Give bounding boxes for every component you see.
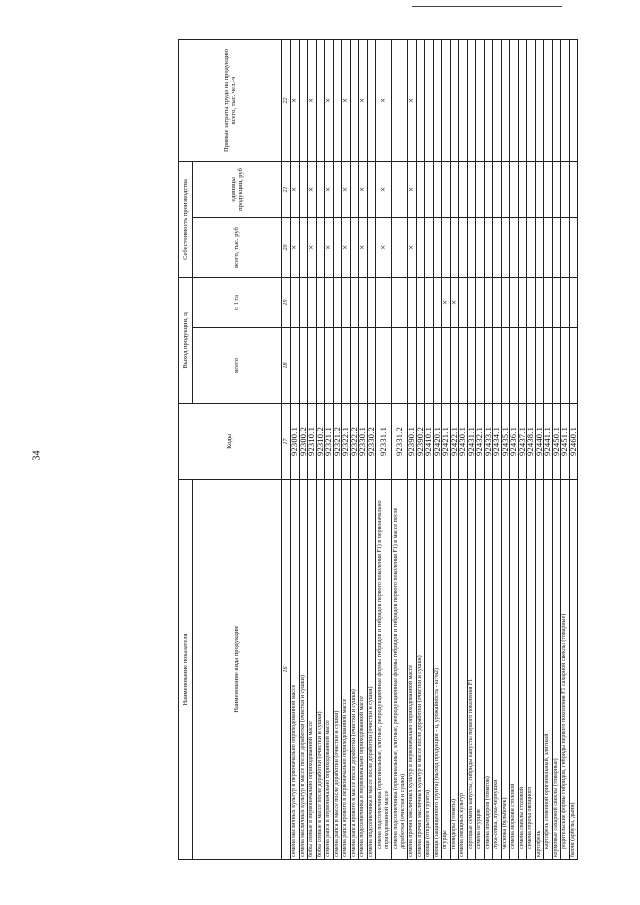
cell-total xyxy=(333,327,342,403)
cell-per-ha xyxy=(501,277,510,327)
cell-per-ha xyxy=(408,277,417,327)
cell-cost-total: × xyxy=(408,217,417,277)
cell-labor xyxy=(544,39,553,161)
cell-total xyxy=(493,327,502,403)
cell-name: семена рапса в массе после доработки (очистки и сушки) xyxy=(333,479,342,859)
cell-labor: × xyxy=(342,39,351,161)
cell-code: 92331.1 xyxy=(376,403,392,479)
cell-per-ha: × xyxy=(450,277,459,327)
cell-per-ha xyxy=(367,277,376,327)
cell-cost-unit: × xyxy=(359,161,368,217)
cell-total xyxy=(552,327,561,403)
cell-total xyxy=(518,327,527,403)
cell-labor xyxy=(518,39,527,161)
cell-cost-total xyxy=(459,217,468,277)
cell-total xyxy=(459,327,468,403)
cell-code: 92310.1 xyxy=(308,403,317,479)
table-row xyxy=(569,39,578,859)
cell-name: семена огурцов xyxy=(476,479,485,859)
cell-cost-unit xyxy=(416,161,425,217)
cell-cost-unit xyxy=(527,161,536,217)
cell-cost-unit xyxy=(442,161,451,217)
cell-total xyxy=(561,327,570,403)
cell-total xyxy=(527,327,536,403)
cell-per-ha xyxy=(552,277,561,327)
cell-cost-unit: × xyxy=(408,161,417,217)
cell-per-ha xyxy=(316,277,325,327)
cell-name: семена подсолнечника в первоначально оприходованной массе xyxy=(359,479,368,859)
cell-name: семена прочих масличных культур в первоначально оприходованной массе xyxy=(408,479,417,859)
cell-name: помидоры (томаты) xyxy=(450,479,459,859)
header-index-cost-unit: 21 xyxy=(282,161,291,217)
cell-name: семена рапса в первоначально оприходованной массе xyxy=(325,479,334,859)
cell-name: семена подсолнечника в массе после доработки (очистки и сушки) xyxy=(367,479,376,859)
cell-cost-unit xyxy=(459,161,468,217)
cell-total xyxy=(316,327,325,403)
cell-code: 92310.2 xyxy=(316,403,325,479)
header-total: всего xyxy=(193,327,282,403)
cell-code: 92435.1 xyxy=(501,403,510,479)
cell-cost-total xyxy=(501,217,510,277)
cell-code: 92322.2 xyxy=(350,403,359,479)
cell-per-ha xyxy=(333,277,342,327)
cell-name: овощи (открытого грунта) xyxy=(425,479,434,859)
page-number: 34 xyxy=(31,450,43,461)
cell-cost-total: × xyxy=(325,217,334,277)
cell-name: чеснока (бульбочек) xyxy=(501,479,510,859)
cell-cost-total xyxy=(484,217,493,277)
cell-cost-total: × xyxy=(291,217,300,277)
cell-cost-unit xyxy=(561,161,570,217)
header-per-ha: с 1 га xyxy=(193,277,282,327)
cell-total xyxy=(544,327,553,403)
cell-total xyxy=(467,327,476,403)
cell-name: овощи (защищенного грунта) (выход продукции - ц, урожайность - кг/м2) xyxy=(433,479,442,859)
cell-cost-total xyxy=(442,217,451,277)
cell-name: лука-севка, лука-чернушки xyxy=(493,479,502,859)
header-cost-unit: единицы продукции, руб xyxy=(193,161,282,217)
cell-labor xyxy=(416,39,425,161)
cell-cost-unit xyxy=(510,161,519,217)
cell-code: 92432.1 xyxy=(476,403,485,479)
cell-cost-total xyxy=(569,217,578,277)
cell-name: семена прочих масличных культур в массе после доработки (очистки и сушки) xyxy=(416,479,425,859)
cell-code: 92437.1 xyxy=(518,403,527,479)
cell-labor xyxy=(476,39,485,161)
cell-code: 92460.1 xyxy=(569,403,578,479)
cell-per-ha xyxy=(544,277,553,327)
cell-labor xyxy=(433,39,442,161)
cell-name: семена моркови столовой xyxy=(510,479,519,859)
cell-labor xyxy=(501,39,510,161)
cell-name: семена подсолнечника (оригинальные, элитные, репродукционные формы гибридов и гибридов первого поколения F1) в первоначально оприходованной массе xyxy=(376,479,392,859)
cell-code: 92450.1 xyxy=(552,403,561,479)
cell-name: семена рапса ярового в массе после доработки (очистки и сушки) xyxy=(350,479,359,859)
cell-labor xyxy=(527,39,536,161)
cell-cost-total xyxy=(467,217,476,277)
cell-per-ha xyxy=(308,277,317,327)
cell-code: 92330.1 xyxy=(359,403,368,479)
cell-total xyxy=(476,327,485,403)
cell-cost-unit xyxy=(467,161,476,217)
cell-labor xyxy=(493,39,502,161)
cell-per-ha xyxy=(299,277,308,327)
cell-code: 92430.1 xyxy=(459,403,468,479)
cell-code: 92421.1 xyxy=(442,403,451,479)
header-code: Коды xyxy=(179,403,282,479)
header-cost-group: Себестоимость производства xyxy=(179,161,193,277)
cell-code: 92433.1 xyxy=(484,403,493,479)
cell-total xyxy=(325,327,334,403)
cell-total xyxy=(308,327,317,403)
cell-cost-unit xyxy=(450,161,459,217)
cell-cost-total xyxy=(544,217,553,277)
cell-cost-total: × xyxy=(308,217,317,277)
header-labor: Прямые затраты труда на продукцию всего, тыс. чел.-ч xyxy=(179,39,282,161)
cell-code: 92330.2 xyxy=(367,403,376,479)
cell-cost-total xyxy=(561,217,570,277)
header-index-code: 17 xyxy=(282,403,291,479)
cell-labor: × xyxy=(359,39,368,161)
cell-labor xyxy=(459,39,468,161)
cell-code: 92390.2 xyxy=(416,403,425,479)
cell-code: 92331.2 xyxy=(392,403,408,479)
cell-labor: × xyxy=(408,39,417,161)
cell-code: 92321.2 xyxy=(333,403,342,479)
cell-cost-total: × xyxy=(342,217,351,277)
cell-labor xyxy=(442,39,451,161)
cell-labor xyxy=(510,39,519,161)
cell-code: 92410.1 xyxy=(425,403,434,479)
cell-per-ha xyxy=(518,277,527,327)
cell-cost-total xyxy=(433,217,442,277)
cell-cost-total xyxy=(527,217,536,277)
cell-name: семена помидоров (томатов) xyxy=(484,479,493,859)
cell-cost-total xyxy=(416,217,425,277)
cell-total xyxy=(425,327,434,403)
header-index-labor: 22 xyxy=(282,39,291,161)
cell-labor xyxy=(367,39,376,161)
cell-total xyxy=(569,327,578,403)
cell-cost-total xyxy=(425,217,434,277)
cell-cost-total xyxy=(450,217,459,277)
cell-labor xyxy=(552,39,561,161)
cell-cost-unit: × xyxy=(308,161,317,217)
cell-cost-unit xyxy=(544,161,553,217)
cell-cost-unit: × xyxy=(342,161,351,217)
cell-name: семена масличных культур в первоначально оприходованной массе xyxy=(291,479,300,859)
cell-cost-unit xyxy=(367,161,376,217)
cell-name: бахчи (арбузы, дыни) xyxy=(569,479,578,859)
cell-cost-unit xyxy=(569,161,578,217)
cell-code: 92436.1 xyxy=(510,403,519,479)
cell-name: семена свеклы столовой xyxy=(518,479,527,859)
cell-per-ha xyxy=(561,277,570,327)
cell-total xyxy=(342,327,351,403)
cell-cost-total xyxy=(367,217,376,277)
header-name-group: Наименование показателя xyxy=(179,479,193,859)
cell-name: семена овощных культур xyxy=(459,479,468,859)
cell-name: картофель xyxy=(535,479,544,859)
cell-name: семена масличных культур в массе после доработки (очистки и сушки) xyxy=(299,479,308,859)
cell-name: семена рапса ярового в первоначально оприходованной массе xyxy=(342,479,351,859)
cell-name: семена подсолнечника (оригинальные, элитные, репродукционные формы гибридов и гибридов первого поколения F1) в массе после доработки (очистки и сушки) xyxy=(392,479,408,859)
cell-per-ha xyxy=(425,277,434,327)
cell-total xyxy=(501,327,510,403)
cell-cost-unit: × xyxy=(325,161,334,217)
cell-per-ha xyxy=(510,277,519,327)
cell-cost-total xyxy=(535,217,544,277)
cell-cost-unit: × xyxy=(376,161,392,217)
cell-per-ha xyxy=(527,277,536,327)
header-index-name: 16 xyxy=(282,479,291,859)
cell-cost-unit xyxy=(518,161,527,217)
cell-code: 92321.1 xyxy=(325,403,334,479)
cell-per-ha xyxy=(569,277,578,327)
cell-name: картофель семенной оригинальный, элитный xyxy=(544,479,553,859)
cell-per-ha xyxy=(535,277,544,327)
cell-total xyxy=(484,327,493,403)
cell-total xyxy=(376,327,392,403)
cell-labor: × xyxy=(291,39,300,161)
cell-per-ha xyxy=(416,277,425,327)
header-output-group: Выход продукции, ц xyxy=(179,277,193,403)
cell-per-ha xyxy=(376,277,392,327)
cell-labor: × xyxy=(376,39,392,161)
cell-per-ha xyxy=(484,277,493,327)
cell-cost-unit: × xyxy=(291,161,300,217)
cell-per-ha xyxy=(476,277,485,327)
cell-code: 92440.1 xyxy=(535,403,544,479)
cell-per-ha xyxy=(350,277,359,327)
cell-cost-total xyxy=(552,217,561,277)
cell-cost-unit xyxy=(493,161,502,217)
cell-cost-total xyxy=(476,217,485,277)
cell-cost-total: × xyxy=(359,217,368,277)
cell-per-ha xyxy=(392,277,408,327)
cell-name: бобы соевые в массе после доработки (очистки и сушки) xyxy=(316,479,325,859)
cell-total xyxy=(392,327,408,403)
cell-name: кормовые сахарной свеклы (товарные) xyxy=(552,479,561,859)
cell-per-ha xyxy=(459,277,468,327)
cell-labor xyxy=(450,39,459,161)
cell-per-ha xyxy=(325,277,334,327)
cell-code: 92434.1 xyxy=(493,403,502,479)
cell-total xyxy=(408,327,417,403)
cell-total xyxy=(433,327,442,403)
header-cost-total: всего, тыс. руб xyxy=(193,217,282,277)
cell-per-ha xyxy=(467,277,476,327)
rotated-table-container xyxy=(178,40,633,860)
cell-total xyxy=(535,327,544,403)
cell-code: 92422.1 xyxy=(450,403,459,479)
cell-total xyxy=(442,327,451,403)
cell-total xyxy=(510,327,519,403)
cell-total xyxy=(299,327,308,403)
cell-name: родительские формы гибридов, гибриды первого поколения F1 сахарной свеклы (товарные) xyxy=(561,479,570,859)
cell-code: 92451.1 xyxy=(561,403,570,479)
cell-cost-unit xyxy=(425,161,434,217)
cell-total xyxy=(367,327,376,403)
table-row xyxy=(367,39,376,859)
cell-total xyxy=(416,327,425,403)
cell-per-ha xyxy=(342,277,351,327)
cell-labor xyxy=(569,39,578,161)
cell-cost-unit xyxy=(433,161,442,217)
cell-cost-unit xyxy=(535,161,544,217)
cell-per-ha xyxy=(493,277,502,327)
cell-total xyxy=(359,327,368,403)
cell-code: 92438.1 xyxy=(527,403,536,479)
header-index-per-ha: 19 xyxy=(282,277,291,327)
cell-code: 92322.1 xyxy=(342,403,351,479)
cell-code: 92300.2 xyxy=(299,403,308,479)
cell-cost-total: × xyxy=(376,217,392,277)
cell-labor xyxy=(561,39,570,161)
cell-cost-total xyxy=(510,217,519,277)
cell-code: 92390.1 xyxy=(408,403,417,479)
cell-per-ha xyxy=(359,277,368,327)
cell-labor xyxy=(535,39,544,161)
cell-cost-unit xyxy=(484,161,493,217)
cell-cost-unit xyxy=(552,161,561,217)
cell-name: семена гороха овощного xyxy=(527,479,536,859)
cell-cost-total xyxy=(518,217,527,277)
cell-cost-unit xyxy=(501,161,510,217)
cell-total xyxy=(350,327,359,403)
table-row xyxy=(376,39,392,859)
cell-per-ha xyxy=(291,277,300,327)
top-rule xyxy=(412,6,562,7)
cell-total xyxy=(450,327,459,403)
cell-code: 92300.1 xyxy=(291,403,300,479)
cell-labor xyxy=(484,39,493,161)
cell-code: 92441.1 xyxy=(544,403,553,479)
header-index-cost-total: 20 xyxy=(282,217,291,277)
header-index-total: 18 xyxy=(282,327,291,403)
cell-labor: × xyxy=(308,39,317,161)
cell-labor xyxy=(467,39,476,161)
header-product-name: Наименование вида продукции xyxy=(193,479,282,859)
cell-labor: × xyxy=(325,39,334,161)
cell-cost-total xyxy=(493,217,502,277)
cell-code: 92420.1 xyxy=(433,403,442,479)
cell-code: 92431.1 xyxy=(467,403,476,479)
cell-per-ha: × xyxy=(442,277,451,327)
cell-name: огурцы xyxy=(442,479,451,859)
cell-total xyxy=(291,327,300,403)
cell-labor xyxy=(425,39,434,161)
cell-name: сортовые семена капусты, гибриды капусты первого поколения F1 xyxy=(467,479,476,859)
cell-cost-unit xyxy=(476,161,485,217)
production-output-table xyxy=(178,39,578,860)
cell-name: бобы соевые в первоначально оприходованной массе xyxy=(308,479,317,859)
table-body xyxy=(291,39,578,859)
